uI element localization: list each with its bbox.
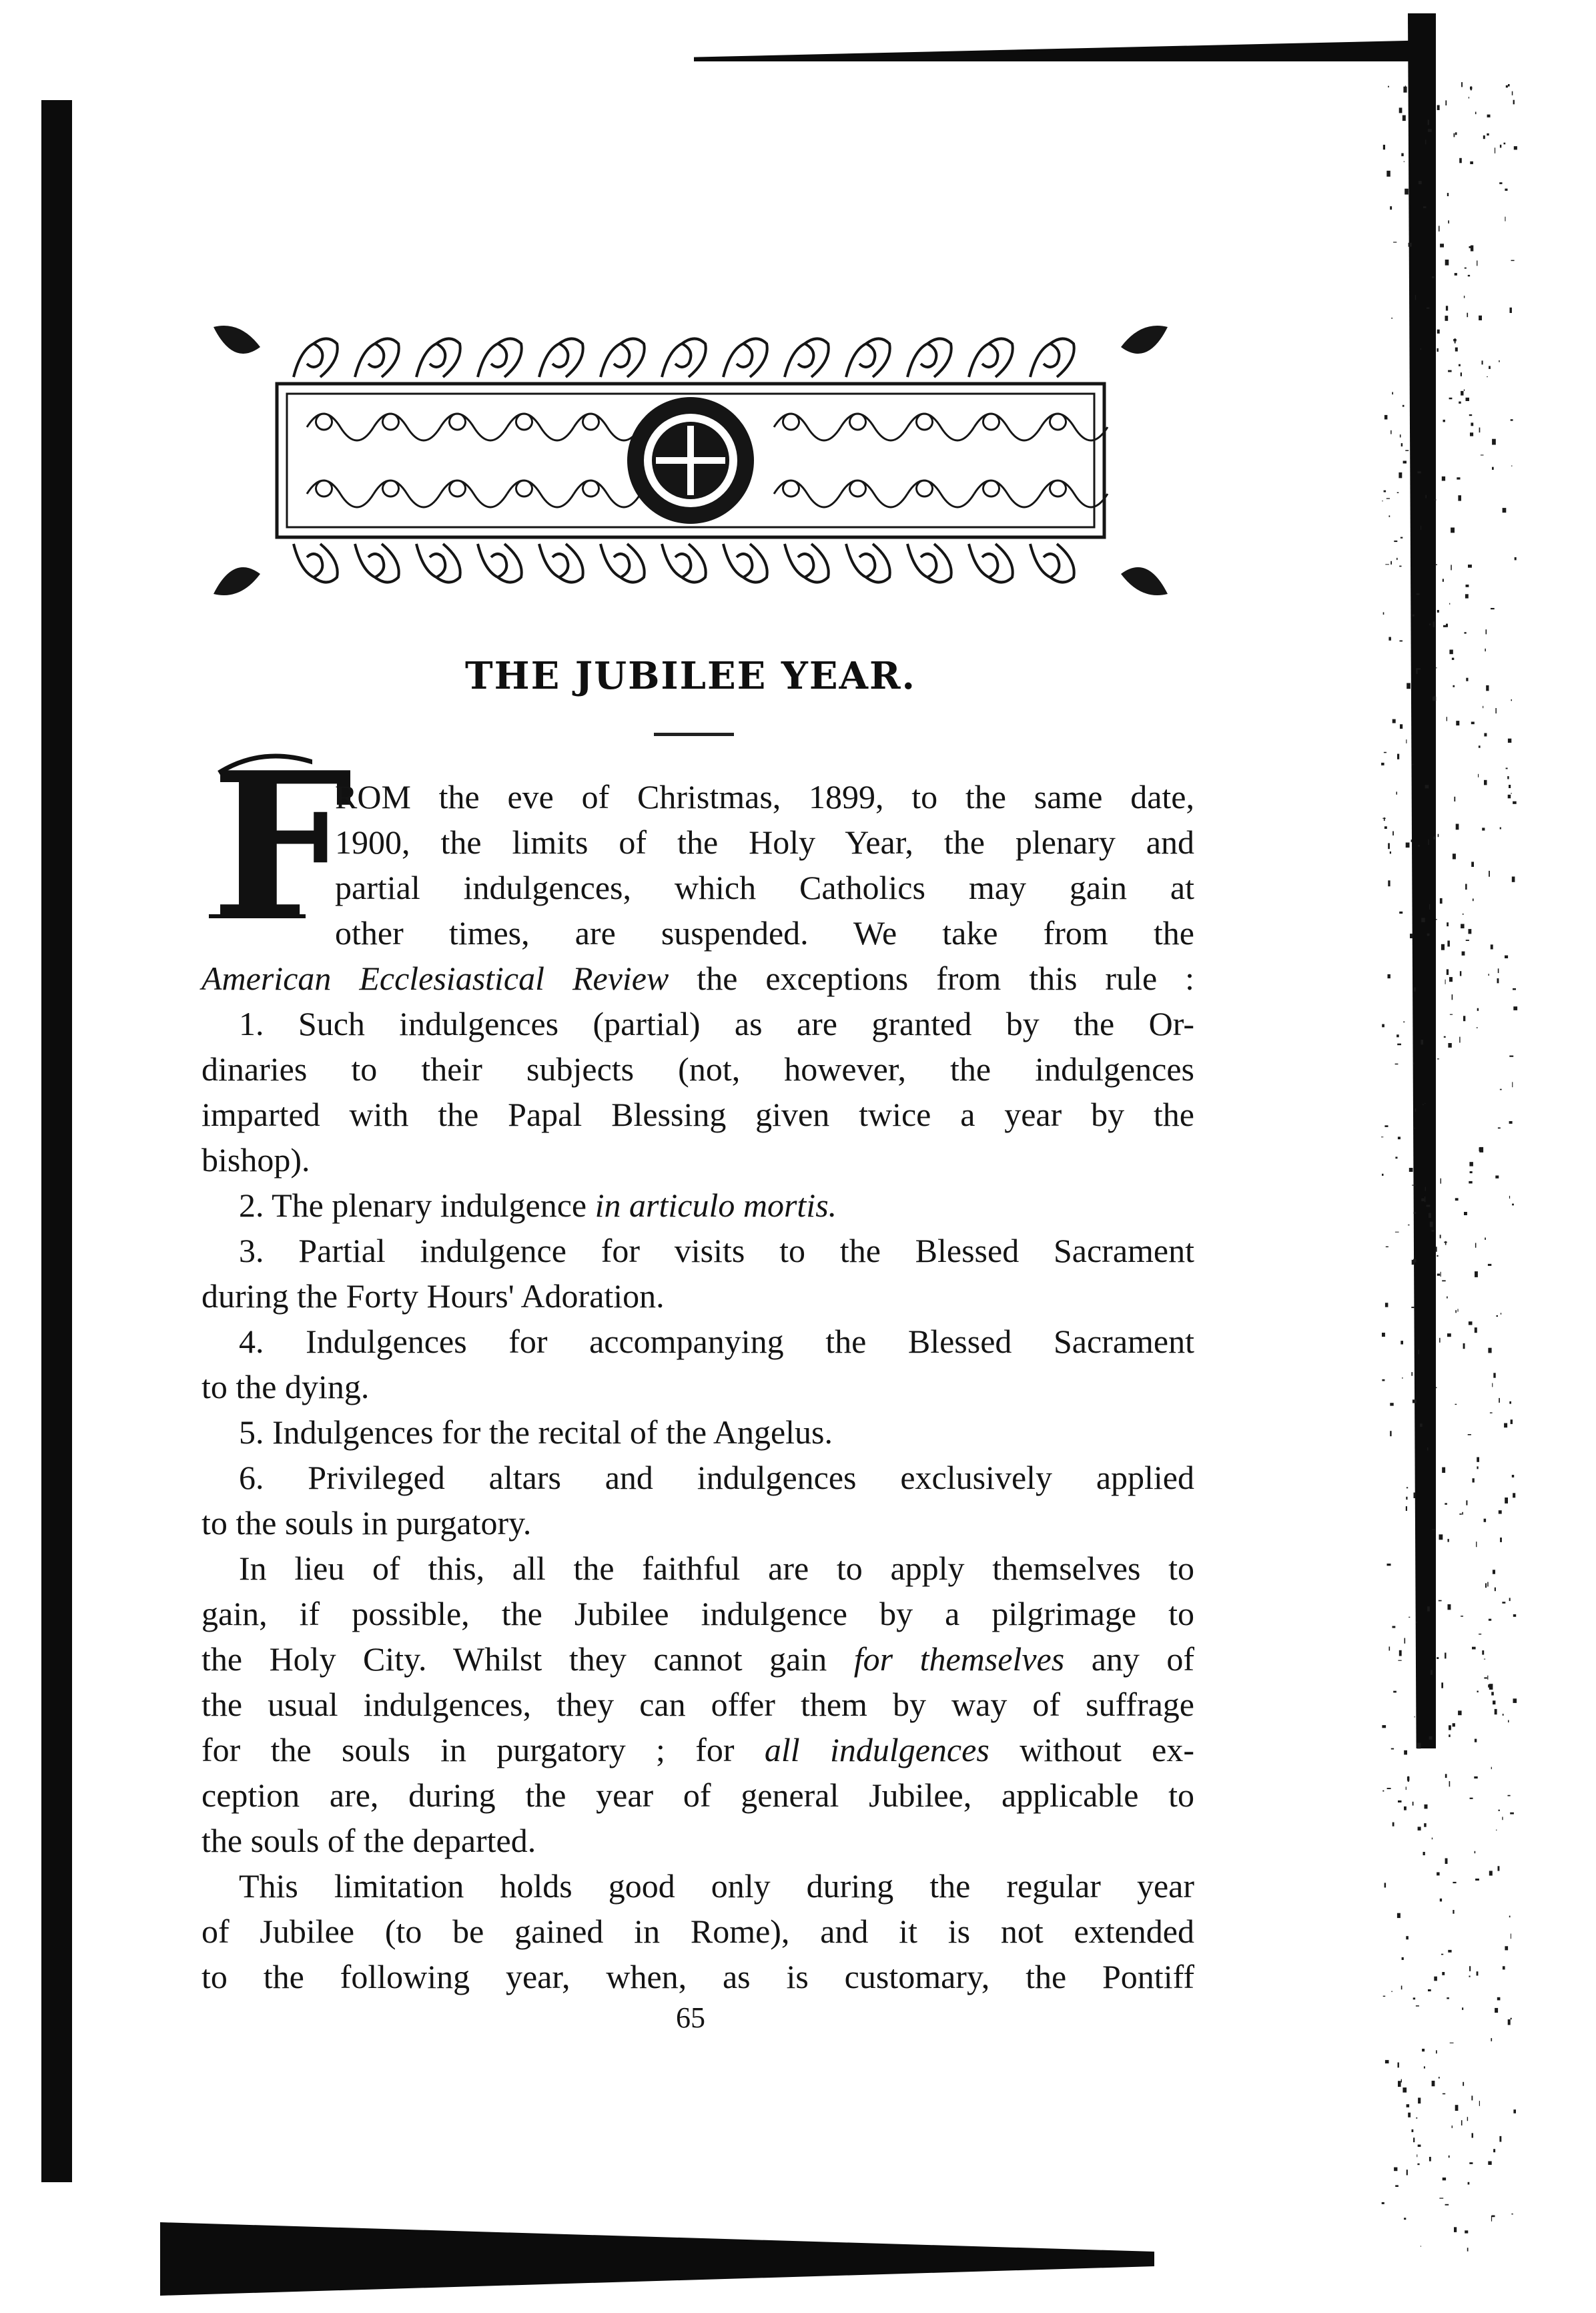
body-line: during the Forty Hours' Adoration. <box>202 1277 665 1315</box>
body-line: the Holy City. Whilst they cannot gain for themselves any of <box>202 1640 1195 1678</box>
body-line: ception are, during the year of general Jubilee, applicable to <box>202 1776 1194 1814</box>
body-line: to the souls in purgatory. <box>202 1504 532 1542</box>
body-line: American Ecclesiastical Review the exceptions from this rule : <box>202 960 1195 997</box>
body-line: to the following year, when, as is customary, the Pontiff <box>202 1958 1194 1995</box>
body-line: gain, if possible, the Jubilee indulgence by a pilgrimage to <box>202 1595 1194 1632</box>
body-line: of Jubilee (to be gained in Rome), and it is not extended <box>202 1913 1194 1950</box>
page-number: 65 <box>676 2001 705 2034</box>
drop-cap <box>206 728 353 964</box>
central-medallion-icon <box>627 397 754 524</box>
body-line: 6. Privileged altars and indulgences exclusively applied <box>239 1459 1194 1496</box>
body-line: bishop). <box>202 1141 310 1179</box>
scan-speckle-noise <box>1374 80 1555 2282</box>
body-line: ROM the eve of Christmas, 1899, to the same date, <box>335 778 1194 815</box>
body-line: 5. Indulgences for the recital of the Angelus. <box>239 1413 833 1451</box>
body-line: In lieu of this, all the faithful are to apply themselves to <box>239 1550 1194 1587</box>
drop-cap-letter: F <box>211 728 353 964</box>
body-line: 4. Indulgences for accompanying the Blessed Sacrament <box>239 1323 1194 1360</box>
body-line: dinaries to their subjects (not, however, the indulgences <box>202 1050 1194 1088</box>
emphasis: all indulgences <box>764 1731 989 1768</box>
body-line: other times, are suspended. We take from the <box>335 914 1194 952</box>
body-line: 3. Partial indulgence for visits to the Blessed Sacrament <box>239 1232 1194 1269</box>
body-line: for the souls in purgatory ; for all indulgences without ex- <box>202 1731 1195 1768</box>
body-line: 2. The plenary indulgence in articulo mortis. <box>239 1187 837 1224</box>
body-line: 1900, the limits of the Holy Year, the plenary and <box>335 823 1194 861</box>
title-rule <box>654 733 734 736</box>
body-line: This limitation holds good only during the regular year <box>239 1867 1194 1905</box>
scan-border-left <box>41 100 72 2182</box>
body-line: 1. Such indulgences (partial) as are granted by the Or- <box>239 1005 1194 1042</box>
body-line: imparted with the Papal Blessing given twice a year by the <box>202 1096 1194 1133</box>
emphasis: for themselves <box>853 1640 1065 1678</box>
latin-phrase: in articulo mortis. <box>594 1187 837 1224</box>
body-line: the usual indulgences, they can offer them by way of suffrage <box>202 1686 1194 1723</box>
scan-border-bottom <box>160 2222 1154 2296</box>
headpiece-ornament <box>200 314 1181 607</box>
body-line: to the dying. <box>202 1368 370 1405</box>
journal-title: American Ecclesiastical Review <box>202 960 669 997</box>
body-line: the souls of the departed. <box>202 1822 536 1859</box>
scan-border-top <box>694 40 1435 61</box>
body-line: partial indulgences, which Catholics may gain at <box>335 869 1194 906</box>
article-title: THE JUBILEE YEAR. <box>464 654 916 698</box>
